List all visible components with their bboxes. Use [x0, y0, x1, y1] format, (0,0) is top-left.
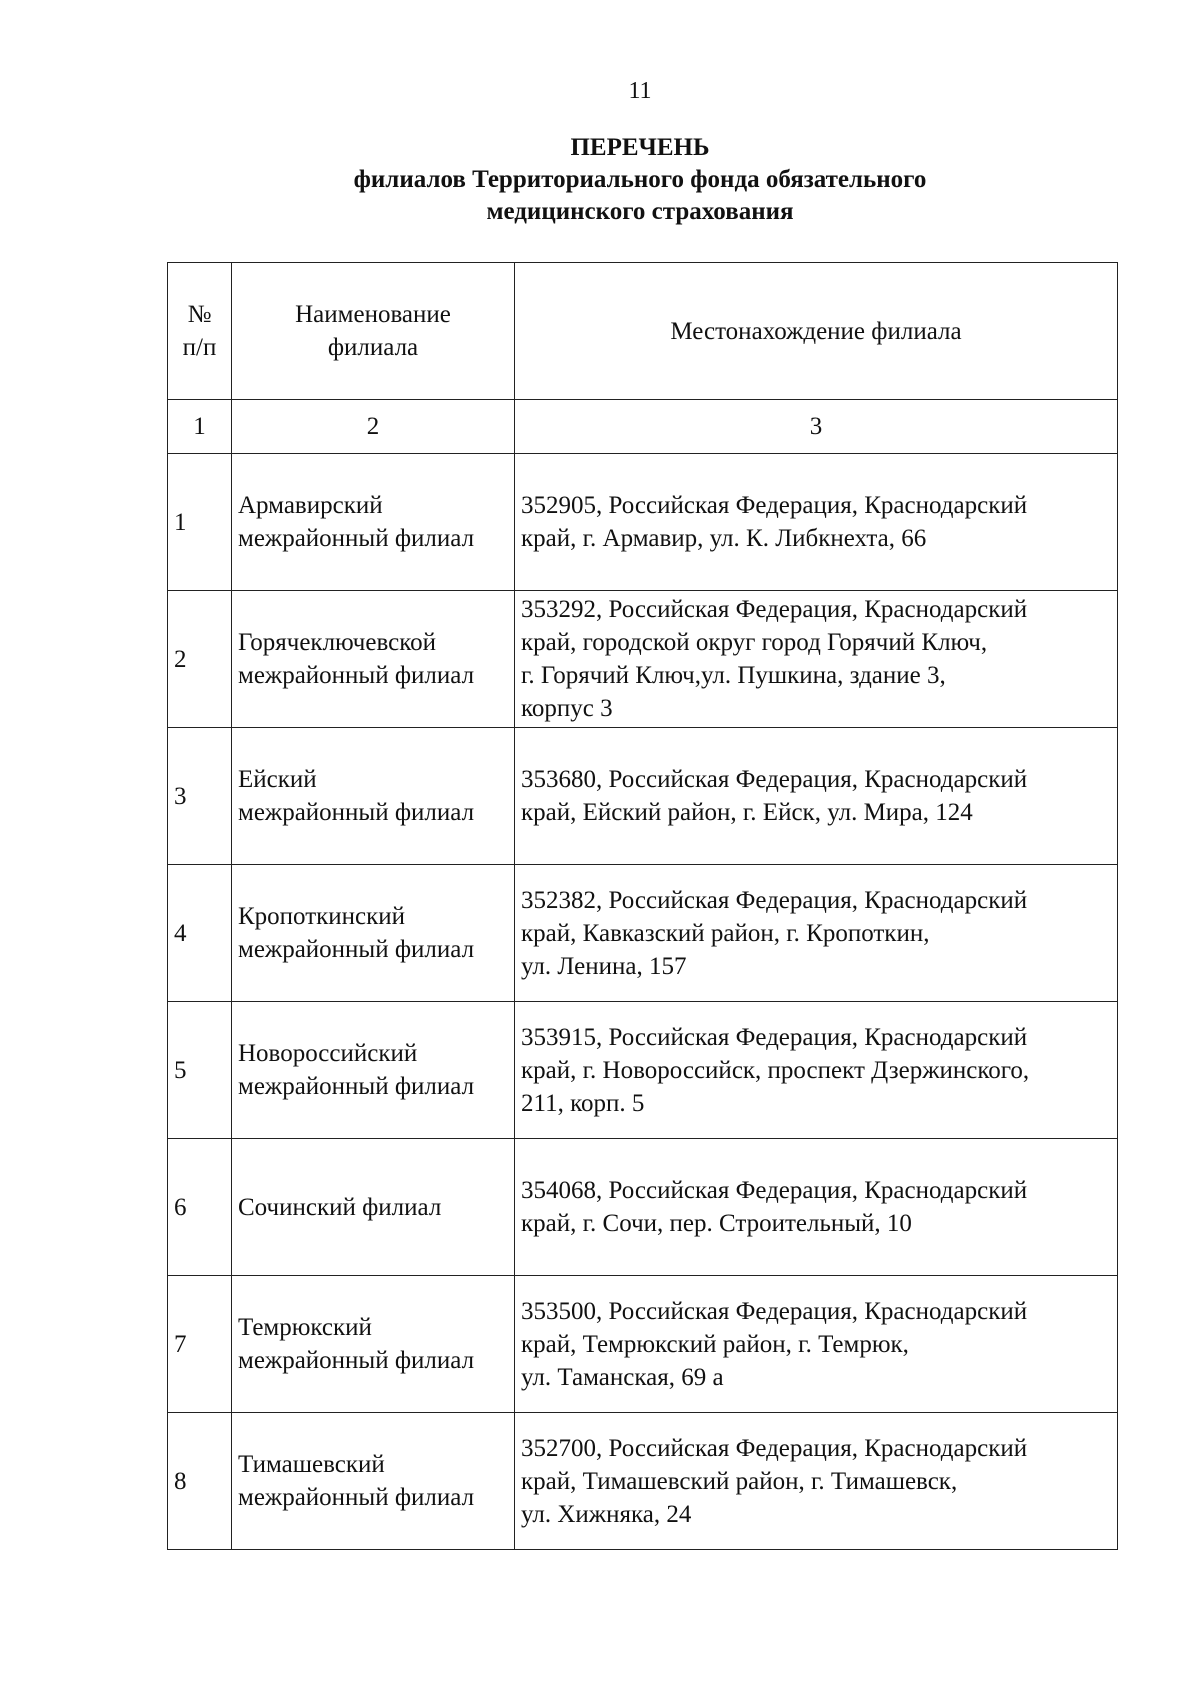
- table-row: [168, 1002, 1118, 1139]
- row-number: 5: [168, 1002, 232, 1139]
- table-row: [168, 1139, 1118, 1276]
- branch-address: 353292, Российская Федерация, Краснодарский край, городской округ город Горячий Ключ, г. Горячий Ключ,ул. Пушкина, здание 3, корпус 3: [515, 591, 1118, 728]
- row-number: 1: [168, 454, 232, 591]
- table-row: [168, 454, 1118, 591]
- table-row: [168, 591, 1118, 728]
- table-row: [168, 1413, 1118, 1550]
- branch-name: Ейский межрайонный филиал: [232, 728, 515, 865]
- branches-table: [167, 262, 1118, 1550]
- document-title: [0, 132, 1200, 228]
- branch-address: 352382, Российская Федерация, Краснодарский край, Кавказский район, г. Кропоткин, ул. Ленина, 157: [515, 865, 1118, 1002]
- branch-name: Кропоткинский межрайонный филиал: [232, 865, 515, 1002]
- branch-name: Темрюкский межрайонный филиал: [232, 1276, 515, 1413]
- branch-address: 353915, Российская Федерация, Краснодарский край, г. Новороссийск, проспект Дзержинского, 211, корп. 5: [515, 1002, 1118, 1139]
- table-row: [168, 1276, 1118, 1413]
- branch-address: 352700, Российская Федерация, Краснодарский край, Тимашевский район, г. Тимашевск, ул. Хижняка, 24: [515, 1413, 1118, 1550]
- branch-name: Сочинский филиал: [232, 1139, 515, 1276]
- row-number: 8: [168, 1413, 232, 1550]
- table-row: [168, 728, 1118, 865]
- title-line-3: медицинского страхования: [486, 198, 794, 225]
- header-number: № п/п: [168, 263, 232, 400]
- header-location: Местонахождение филиала: [515, 263, 1118, 400]
- branch-name: Горячеключевской межрайонный филиал: [232, 591, 515, 728]
- branch-address: 354068, Российская Федерация, Краснодарский край, г. Сочи, пер. Строительный, 10: [515, 1139, 1118, 1276]
- row-number: 6: [168, 1139, 232, 1276]
- column-numbers-row: [168, 400, 1118, 454]
- branch-name: Новороссийский межрайонный филиал: [232, 1002, 515, 1139]
- branch-name: Армавирский межрайонный филиал: [232, 454, 515, 591]
- branch-address: 353680, Российская Федерация, Краснодарский край, Ейский район, г. Ейск, ул. Мира, 124: [515, 728, 1118, 865]
- row-number: 3: [168, 728, 232, 865]
- column-number-1: 1: [168, 400, 232, 454]
- row-number: 7: [168, 1276, 232, 1413]
- row-number: 4: [168, 865, 232, 1002]
- table-header-row: [168, 263, 1118, 400]
- branch-address: 353500, Российская Федерация, Краснодарский край, Темрюкский район, г. Темрюк, ул. Таманская, 69 а: [515, 1276, 1118, 1413]
- branch-name: Тимашевский межрайонный филиал: [232, 1413, 515, 1550]
- row-number: 2: [168, 591, 232, 728]
- branch-address: 352905, Российская Федерация, Краснодарский край, г. Армавир, ул. К. Либкнехта, 66: [515, 454, 1118, 591]
- column-number-2: 2: [232, 400, 515, 454]
- title-line-1: ПЕРЕЧЕНЬ: [570, 134, 710, 161]
- table-row: [168, 865, 1118, 1002]
- column-number-3: 3: [515, 400, 1118, 454]
- header-name: Наименование филиала: [232, 263, 515, 400]
- title-line-2: филиалов Территориального фонда обязательного: [353, 166, 927, 193]
- page-number: 11: [628, 78, 652, 104]
